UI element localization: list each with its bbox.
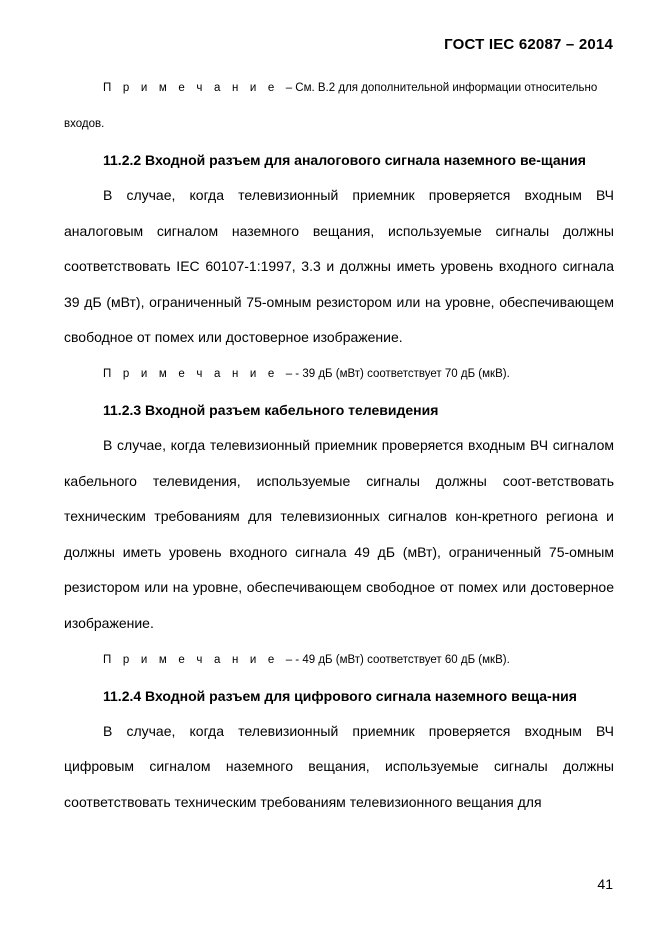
section-paragraph: В случае, когда телевизионный приемник проверяется входным ВЧ аналоговым сигналом наземного вещания, используемые сигналы должны соответствовать IEC 60107-1:1997, 3.3 и должны иметь уровень входного сигнала 39 дБ (мВт), ограниченный 75-омным резистором или на уровне, обеспечивающем свободное от помех или достоверное изображение.: [64, 187, 614, 346]
section-paragraph: В случае, когда телевизионный приемник проверяется входным ВЧ сигналом кабельного телевидения, используемые сигналы должны соот-ветствовать техническим требованиям для телевизионных сигналов кон-кретного региона и должны иметь уровень входного сигнала 49 дБ (мВт), ограниченный 75-омным резистором или на уровне, обеспечивающем свободное от помех или достоверное изображение.: [64, 436, 614, 631]
note: [64, 642, 614, 678]
note-text: – - 49 дБ (мВт) соответствует 60 дБ (мкВ).: [282, 653, 510, 666]
note-text: – См. В.2 для дополнительной информации относительно входов.: [64, 82, 598, 130]
note-label: П р и м е ч а н и е: [103, 653, 279, 666]
note: [64, 356, 614, 392]
note-label: П р и м е ч а н и е: [103, 367, 279, 380]
document-header: ГОСТ IEC 62087 – 2014: [444, 36, 613, 53]
section-heading: 11.2.3 Входной разъем кабельного телевидения: [103, 401, 439, 418]
note-label: П р и м е ч а н и е: [103, 82, 279, 94]
note: [64, 70, 614, 142]
section-heading: 11.2.2 Входной разъем для аналогового сигнала наземного ве-щания: [103, 152, 586, 168]
page-number: 41: [597, 876, 613, 892]
section-paragraph: В случае, когда телевизионный приемник проверяется входным ВЧ цифровым сигналом наземного вещания, используемые сигналы должны соответствовать техническим требованиям телевизионного вещания для: [64, 722, 614, 810]
page-body: [64, 70, 614, 820]
note-text: – - 39 дБ (мВт) соответствует 70 дБ (мкВ).: [282, 367, 510, 380]
section-heading: 11.2.4 Входной разъем для цифрового сигнала наземного веща-ния: [103, 687, 577, 704]
